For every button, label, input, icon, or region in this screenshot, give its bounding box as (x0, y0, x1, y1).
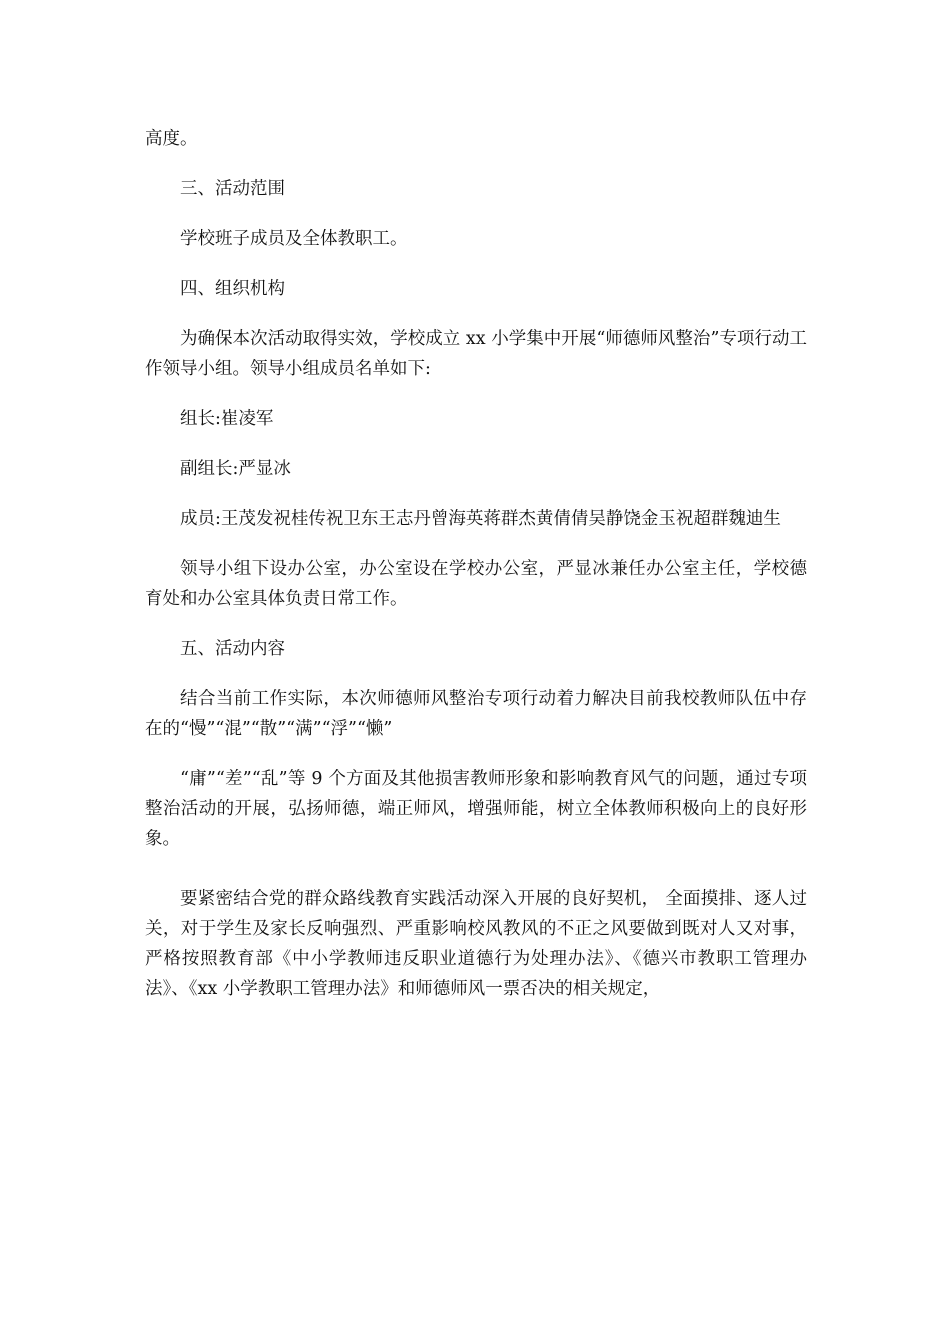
paragraph-content-intro: 结合当前工作实际，本次师德师风整治专项行动着力解决目前我校教师队伍中存在的“慢”“混”“散”“满”“浮”“懒” (145, 689, 807, 739)
paragraph-content-issues: “庸”“差”“乱”等 9 个方面及其他损害教师形象和影响教育风气的问题，通过专项整治活动的开展，弘扬师德，端正师风，增强师能，树立全体教师积极向上的良好形象。 (145, 769, 807, 849)
section-heading-activity-content: 五、活动内容 (180, 639, 285, 659)
document-body (145, 124, 807, 1024)
paragraph-scope: 学校班子成员及全体教职工。 (180, 229, 408, 249)
section-heading-organization: 四、组织机构 (180, 279, 285, 299)
paragraph-continuation: 高度。 (145, 129, 198, 149)
paragraph-members: 成员:王茂发祝桂传祝卫东王志丹曾海英蒋群杰黄倩倩吴静饶金玉祝超群魏迪生 (180, 509, 781, 529)
section-heading-activity-scope: 三、活动范围 (180, 179, 285, 199)
paragraph-deputy-leader: 副组长:严显冰 (180, 459, 291, 479)
paragraph-organization: 为确保本次活动取得实效，学校成立 xx 小学集中开展“师德师风整治”专项行动工作领导小组。领导小组成员名单如下: (145, 329, 807, 379)
paragraph-office: 领导小组下设办公室，办公室设在学校办公室，严显冰兼任办公室主任，学校德育处和办公室具体负责日常工作。 (145, 559, 807, 609)
paragraph-requirements: 要紧密结合党的群众路线教育实践活动深入开展的良好契机， 全面摸排、逐人过关，对于学生及家长反响强烈、严重影响校风教风的不正之风要做到既对人又对事，严格按照教育部《中小学教师违反职业道德行为处理办法》、《德兴市教职工管理办法》、《xx 小学教职工管理办法》和师德师风一票否决的相关规定， (145, 889, 807, 999)
paragraph-group-leader: 组长:崔凌军 (180, 409, 274, 429)
